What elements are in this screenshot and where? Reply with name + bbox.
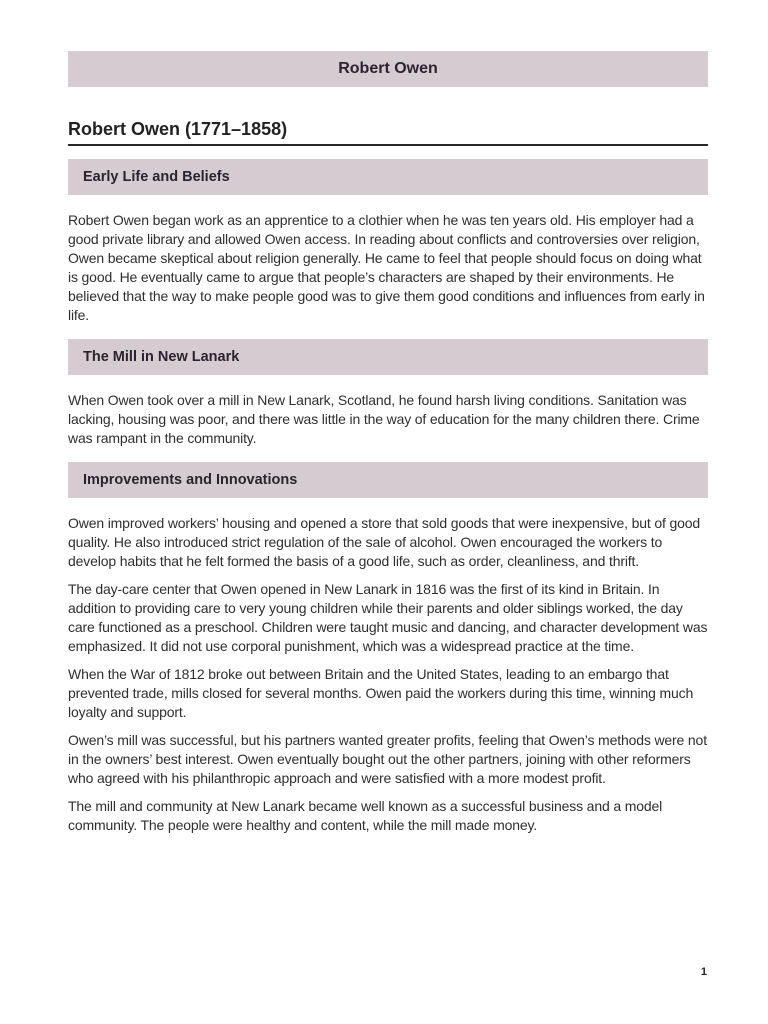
- paragraph: Robert Owen began work as an apprentice to a clothier when he was ten years old. His employer had a good private library and allowed Owen access. In reading about conflicts and controversies over religion, Owen became skeptical about religion generally. He came to feel that people should focus on doing what is good. He eventually came to argue that people’s characters are shaped by their environments. He believed that the way to make people good was to give them good conditions and influences from early in life.: [68, 212, 705, 323]
- section-body-early-life: [68, 211, 708, 325]
- paragraph: The day-care center that Owen opened in New Lanark in 1816 was the first of its kind in Britain. In addition to providing care to very young children while their parents and older siblings worked, the day care functioned as a preschool. Children were taught music and dancing, and character development was emphasized. It did not use corporal punishment, which was a widespread practice at the time.: [68, 581, 708, 654]
- paragraph: Owen improved workers’ housing and opened a store that sold goods that were inexpensive, but of good quality. He also introduced strict regulation of the sale of alcohol. Owen encouraged the workers to develop habits that he felt formed the basis of a good life, such as order, cleanliness, and thrift.: [68, 515, 700, 569]
- paragraph: When Owen took over a mill in New Lanark, Scotland, he found harsh living conditions. Sanitation was lacking, housing was poor, and there was little in the way of education for the many children there. Crime was rampant in the community.: [68, 392, 700, 446]
- page-title: Robert Owen (1771–1858): [68, 119, 708, 146]
- document-page: [68, 51, 708, 835]
- section-heading-early-life: [68, 159, 708, 195]
- section-body-mill: [68, 391, 708, 448]
- section-heading-mill: [68, 339, 708, 375]
- section-heading-text: The Mill in New Lanark: [83, 349, 240, 365]
- banner-title: Robert Owen: [338, 60, 438, 77]
- document-banner: [68, 51, 708, 87]
- section-heading-text: Improvements and Innovations: [83, 472, 298, 488]
- page-number: 1: [700, 966, 707, 978]
- section-heading-improvements: [68, 462, 708, 498]
- paragraph: When the War of 1812 broke out between Britain and the United States, leading to an embargo that prevented trade, mills closed for several months. Owen paid the workers during this time, winning much loyalty and support.: [68, 666, 694, 720]
- paragraph: The mill and community at New Lanark became well known as a successful business and a model community. The people were healthy and content, while the mill made money.: [68, 798, 663, 833]
- section-body-improvements: [68, 514, 708, 835]
- section-heading-text: Early Life and Beliefs: [83, 169, 230, 185]
- paragraph: Owen’s mill was successful, but his partners wanted greater profits, feeling that Owen’s methods were not in the owners’ best interest. Owen eventually bought out the other partners, joining with other reformers who agreed with his philanthropic approach and were satisfied with a more modest profit.: [68, 732, 707, 786]
